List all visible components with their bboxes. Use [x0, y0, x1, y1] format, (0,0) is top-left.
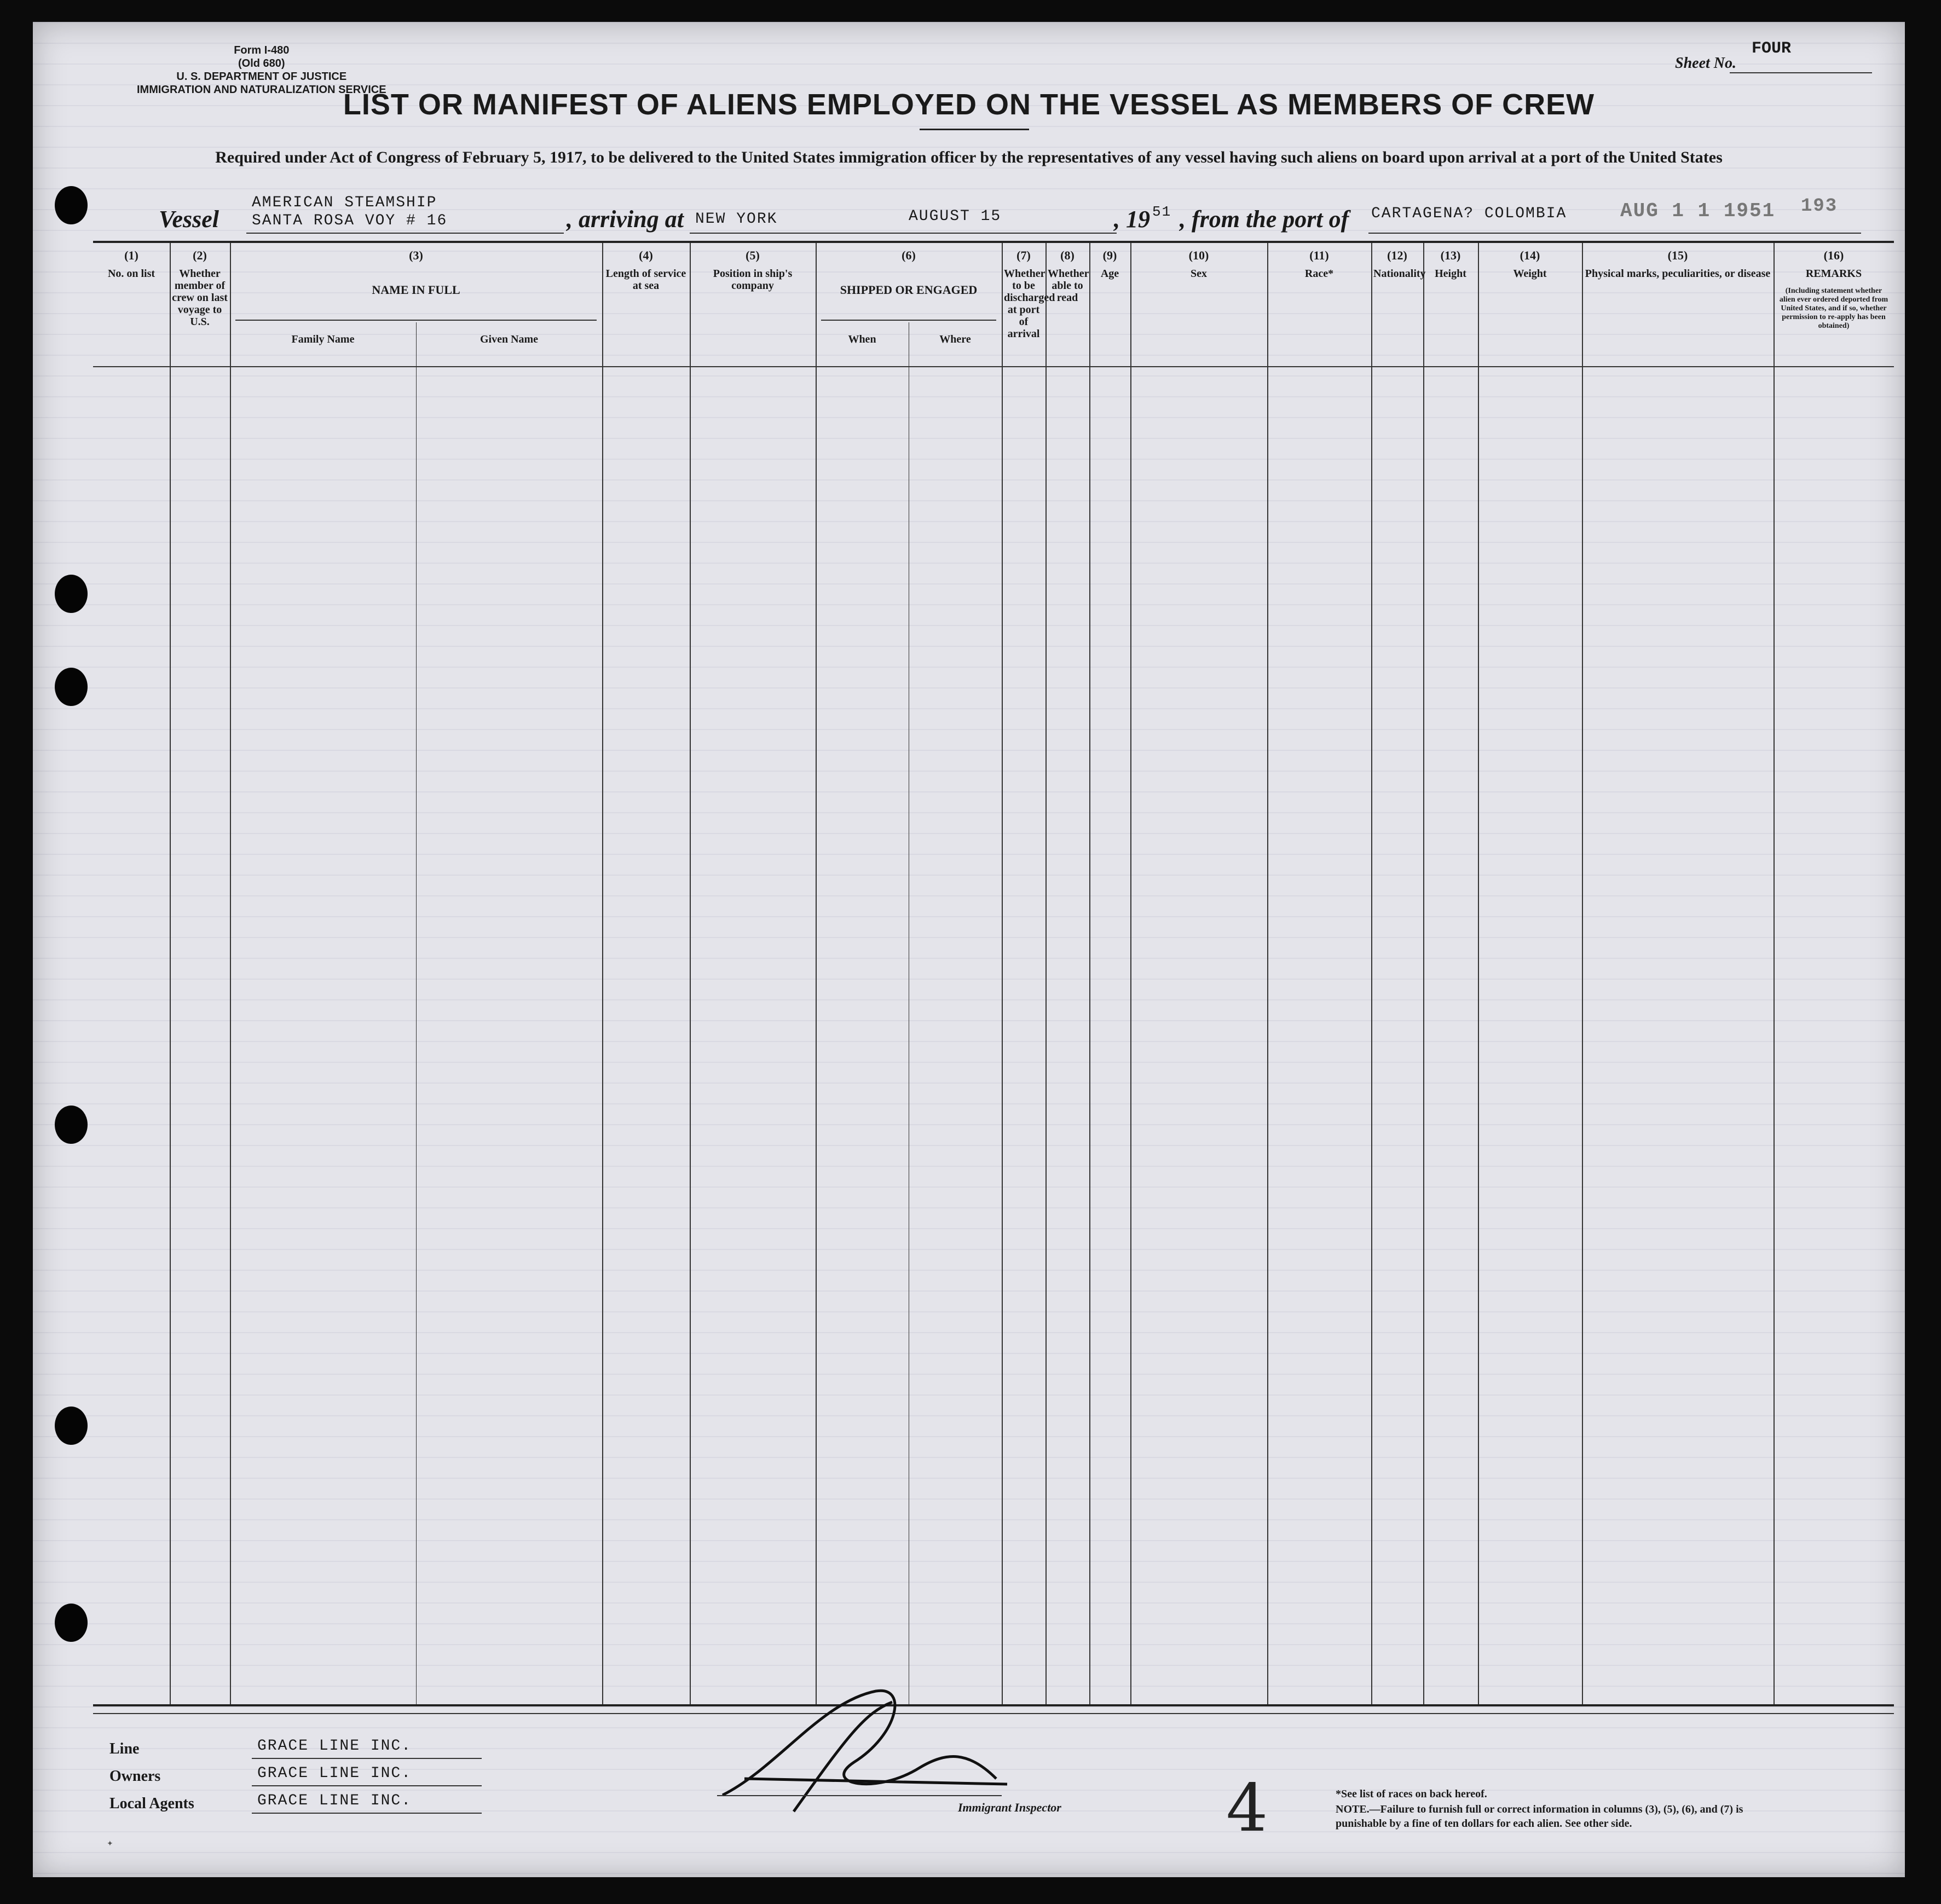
from-label: , from the port of: [1180, 206, 1349, 233]
column-header: Physical marks, peculiarities, or disease: [1585, 268, 1771, 280]
penalty-note: NOTE.—Failure to furnish full or correct information in columns (3), (5), (6), and (7) is punishable by a fine of ten dollars for each alien. See other side.: [1336, 1803, 1743, 1830]
page-number: 193: [1801, 196, 1838, 217]
column-header: Age: [1100, 268, 1119, 280]
inspector-signature: [712, 1669, 1018, 1822]
column-number: (1): [124, 248, 138, 262]
races-note: *See list of races on back hereof.: [1336, 1788, 1487, 1800]
column-number: (4): [639, 248, 653, 262]
from-port: CARTAGENA? COLOMBIA: [1371, 205, 1567, 222]
punch-hole: [55, 668, 88, 706]
column-number: (8): [1060, 248, 1075, 262]
column-number: (9): [1102, 248, 1117, 262]
column-number: (3): [409, 248, 423, 262]
column-number: (5): [746, 248, 760, 262]
column-header: Sex: [1191, 268, 1207, 280]
column-header: Position in ship's company: [713, 268, 793, 292]
line-value: GRACE LINE INC.: [257, 1738, 412, 1755]
column-header: Nationality: [1373, 268, 1426, 280]
column-number: (11): [1309, 248, 1329, 262]
column-number: (14): [1520, 248, 1540, 262]
agents-label: Local Agents: [109, 1795, 194, 1812]
vessel-name-line1: AMERICAN STEAMSHIP: [252, 194, 437, 211]
punch-hole: [55, 186, 88, 224]
page-title: LIST OR MANIFEST OF ALIENS EMPLOYED ON THE VESSEL AS MEMBERS OF CREW: [343, 88, 1595, 121]
column-note: (Including statement whether alien ever ordered deported from United States, and if so, whether permission to re-apply has been obtained): [1779, 287, 1888, 330]
owners-label: Owners: [109, 1768, 161, 1785]
vessel-name-line2: SANTA ROSA VOY # 16: [252, 212, 448, 229]
column-number: (16): [1823, 248, 1844, 262]
form-service: IMMIGRATION AND NATURALIZATION SERVICE: [137, 84, 386, 96]
column-header: Length of service at sea: [605, 268, 686, 292]
column-header: REMARKS: [1805, 268, 1862, 280]
handwritten-mark: 4: [1226, 1770, 1268, 1847]
form-old-number: (Old 680): [238, 57, 285, 70]
owners-value: GRACE LINE INC.: [257, 1765, 412, 1782]
form-number: Form I-480: [234, 44, 290, 56]
column-number: (2): [193, 248, 207, 262]
punch-hole: [55, 1106, 88, 1144]
punch-hole: [55, 1407, 88, 1445]
print-mark: ✦: [107, 1839, 113, 1848]
punch-hole: [55, 575, 88, 613]
column-number: (15): [1667, 248, 1688, 262]
column-header: Height: [1435, 268, 1466, 280]
sheet-number-label: Sheet No.: [1675, 55, 1736, 72]
column-header: Whether able to read: [1048, 268, 1089, 304]
punch-hole: [55, 1604, 88, 1642]
column-header: SHIPPED OR ENGAGED: [840, 283, 978, 297]
line-label: Line: [109, 1740, 140, 1757]
agents-value: GRACE LINE INC.: [257, 1792, 412, 1809]
year-value: 51: [1152, 204, 1172, 220]
arriving-port: NEW YORK: [695, 211, 778, 228]
column-header: Weight: [1513, 268, 1547, 280]
column-number: (12): [1387, 248, 1407, 262]
arrival-date: AUGUST 15: [909, 208, 1002, 225]
title-rule: [920, 129, 1029, 130]
sheet-number: [1675, 39, 1792, 72]
date-stamp: AUG 1 1 1951: [1620, 200, 1776, 222]
arriving-label: , arriving at: [567, 206, 684, 233]
year-label: , 19: [1114, 206, 1150, 233]
column-header: Race*: [1304, 268, 1334, 280]
column-subheader: When: [848, 333, 876, 345]
column-number: (7): [1016, 248, 1031, 262]
manifest-sheet: [33, 22, 1905, 1877]
column-header: NAME IN FULL: [372, 283, 460, 297]
column-header: Whether to be discharged at port of arrival: [1004, 268, 1055, 340]
column-subheader: Family Name: [291, 333, 355, 345]
form-department: U. S. DEPARTMENT OF JUSTICE: [176, 71, 347, 83]
column-subheader: Where: [939, 333, 971, 345]
column-subheader: Given Name: [480, 333, 539, 345]
column-header: Whether member of crew on last voyage to U.S.: [172, 268, 228, 328]
column-number: (6): [902, 248, 916, 262]
column-number: (13): [1440, 248, 1461, 262]
sheet-number-value: FOUR: [1752, 39, 1792, 58]
column-header: No. on list: [107, 268, 155, 280]
column-number: (10): [1188, 248, 1209, 262]
manifest-table: [93, 241, 1894, 1706]
vessel-label: Vessel: [159, 206, 219, 233]
inspector-label: Immigrant Inspector: [958, 1801, 1061, 1814]
page-subtitle: Required under Act of Congress of February 5, 1917, to be delivered to the United States immigration officer by the representatives of any vessel having such aliens on board upon arrival at a port of the United States: [215, 148, 1723, 166]
